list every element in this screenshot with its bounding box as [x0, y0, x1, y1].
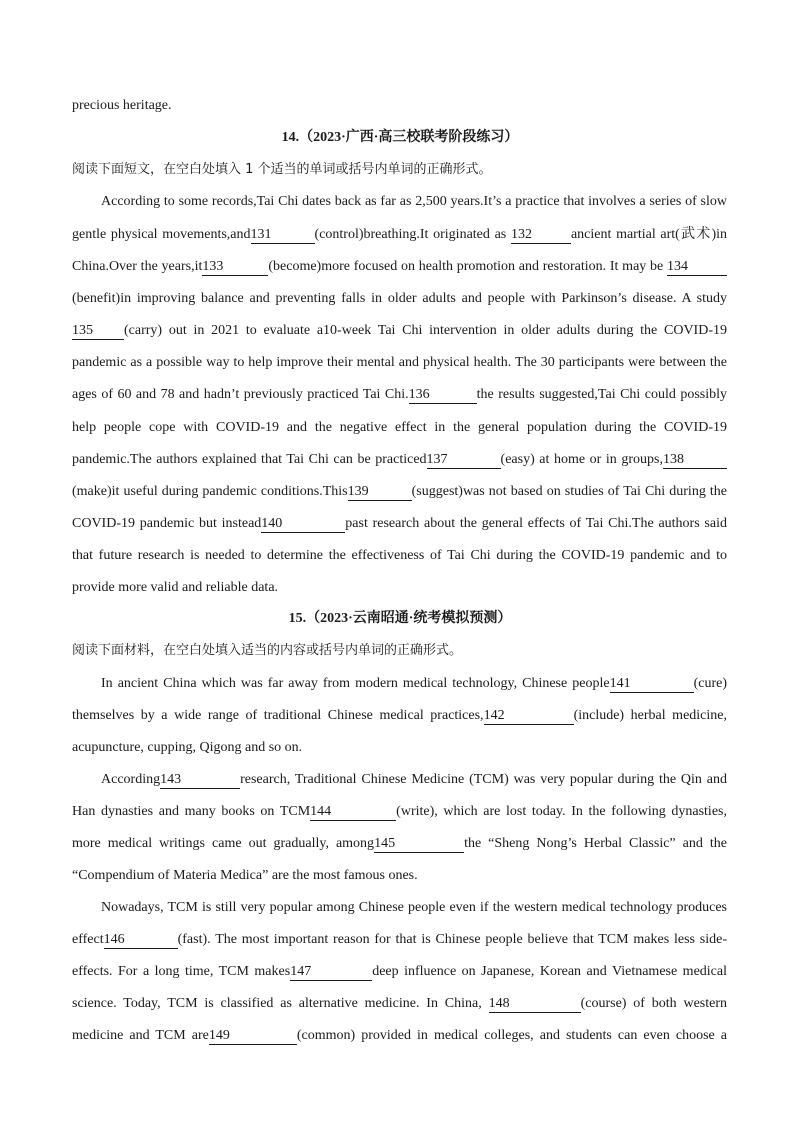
question-15-instruction: 阅读下面材料，在空白处填入适当的内容或括号内单词的正确形式。 — [72, 643, 463, 658]
text-line: Nowadays, TCM is still very popular among Chinese people even if the western medical technology produces — [101, 900, 727, 915]
text-line: (benefit)in improving balance and preventing falls in older adults and people with Parkinson’s disease. A study — [72, 291, 727, 306]
blank-140[interactable]: 140 — [261, 516, 345, 533]
blank-141[interactable]: 141 — [610, 676, 694, 693]
blank-135[interactable]: 135 — [72, 323, 124, 340]
blank-143[interactable]: 143 — [160, 772, 240, 789]
blank-147[interactable]: 147 — [290, 964, 372, 981]
question-14-instruction: 阅读下面短文，在空白处填入 1 个适当的单词或括号内单词的正确形式。 — [72, 162, 492, 177]
text-line: precious heritage. — [72, 98, 172, 113]
question-14-heading: 14.（2023·广西·高三校联考阶段练习） — [281, 130, 519, 145]
text-line: According to some records,Tai Chi dates back as far as 2,500 years.It’s a practice that involves a series of slow — [101, 194, 727, 209]
text-line: According143 research, Traditional Chinese Medicine (TCM) was very popular during the Qin and — [101, 772, 727, 787]
text-line: pandemic as a possible way to help improve their mental and physical health. The 30 participants were between the — [72, 355, 727, 370]
blank-145[interactable]: 145 — [374, 836, 464, 853]
text-line: themselves by a wide range of traditional Chinese medical practices,142 (include) herbal medicine, — [72, 708, 727, 723]
text-line: provide more valid and reliable data. — [72, 580, 279, 595]
text-line: In ancient China which was far away from modern medical technology, Chinese people141 (cure) — [101, 676, 727, 691]
blank-137[interactable]: 137 — [427, 452, 501, 469]
text-line: COVID-19 pandemic but instead140 past research about the general effects of Tai Chi.The authors said — [72, 516, 727, 531]
text-line: ages of 60 and 78 and hadn’t previously practiced Tai Chi.136 the results suggested,Tai Chi could possibly — [72, 387, 727, 402]
text-line: 135 (carry) out in 2021 to evaluate a10-week Tai Chi intervention in older adults during the COVID-19 — [72, 323, 727, 338]
text-line: that future research is needed to determine the effectiveness of Tai Chi during the COVID-19 pandemic and to — [72, 548, 727, 563]
text-line: effects. For a long time, TCM makes147 deep influence on Japanese, Korean and Vietnamese medical — [72, 964, 727, 979]
text-line: help people cope with COVID-19 and the negative effect in the general population during the COVID-19 — [72, 420, 727, 435]
blank-134[interactable]: 134 — [667, 259, 727, 276]
text-line: pandemic.The authors explained that Tai Chi can be practiced137 (easy) at home or in groups,138 — [72, 451, 727, 469]
blank-136[interactable]: 136 — [409, 387, 477, 404]
text-line: China.Over the years,it133 (become)more focused on health promotion and restoration. It may be 134 — [72, 258, 727, 276]
text-line: Han dynasties and many books on TCM144 (write), which are lost today. In the following dynasties, — [72, 804, 727, 819]
text-line: “Compendium of Materia Medica” are the most famous ones. — [72, 868, 418, 883]
text-line: more medical writings came out gradually, among145 the “Sheng Nong’s Herbal Classic” and the — [72, 836, 728, 851]
blank-138[interactable]: 138 — [663, 452, 727, 469]
text-line: science. Today, TCM is classified as alternative medicine. In China, 148 (course) of both western — [72, 996, 728, 1011]
blank-148[interactable]: 148 — [489, 996, 581, 1013]
blank-139[interactable]: 139 — [348, 484, 412, 501]
blank-146[interactable]: 146 — [104, 932, 178, 949]
blank-132[interactable]: 132 — [511, 227, 571, 244]
blank-149[interactable]: 149 — [209, 1028, 297, 1045]
text-line: effect146 (fast). The most important reason for that is Chinese people believe that TCM makes less side- — [72, 932, 727, 947]
text-line: (make)it useful during pandemic conditions.This139 (suggest)was not based on studies of Tai Chi during the — [72, 484, 727, 499]
blank-133[interactable]: 133 — [202, 259, 268, 276]
blank-131[interactable]: 131 — [251, 227, 315, 244]
text-line: gentle physical movements,and131 (control)breathing.It originated as 132 ancient martial art(武术)in — [72, 227, 727, 242]
blank-144[interactable]: 144 — [310, 804, 396, 821]
blank-142[interactable]: 142 — [484, 708, 574, 725]
question-15-heading: 15.（2023·云南昭通·统考模拟预测） — [288, 611, 512, 626]
text-line: acupuncture, cupping, Qigong and so on. — [72, 740, 303, 755]
text-line: medicine and TCM are149 (common) provided in medical colleges, and students can even choose a — [72, 1028, 728, 1043]
